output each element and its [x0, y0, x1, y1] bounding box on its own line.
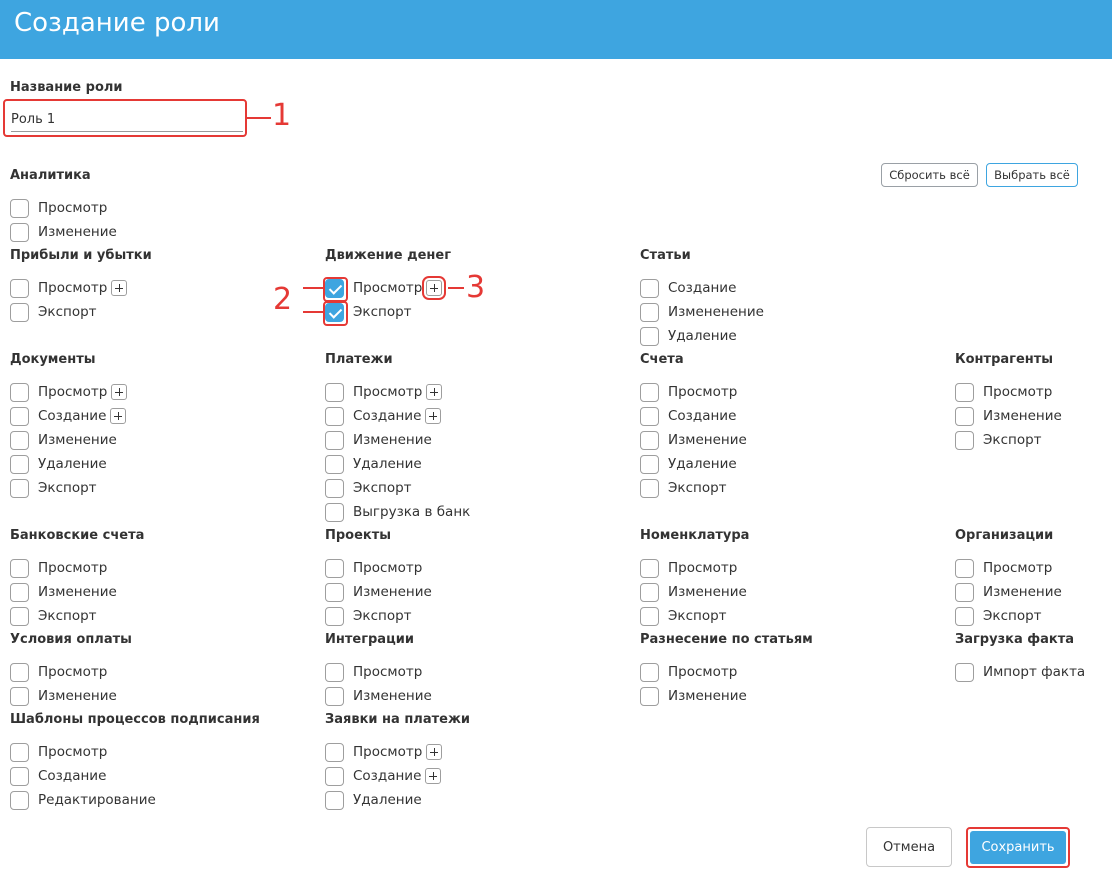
permission-label: Просмотр [668, 384, 738, 400]
annotation-line-3 [448, 287, 464, 289]
permission-label: Изменение [668, 584, 747, 600]
permission-row[interactable] [955, 406, 1062, 426]
permission-label: Экспорт [353, 304, 412, 320]
permission-checkbox[interactable] [325, 431, 344, 450]
permission-checkbox[interactable] [10, 687, 29, 706]
permission-label: Просмотр [983, 560, 1053, 576]
section-title: Шаблоны процессов подписания [10, 712, 260, 727]
section-articles [640, 248, 764, 344]
permission-label: Создание [353, 768, 422, 784]
permission-checkbox[interactable] [325, 383, 344, 402]
permission-label: Экспорт [38, 304, 97, 320]
section-projects [325, 528, 432, 624]
permission-label: Экспорт [983, 432, 1042, 448]
section-title: Аналитика [10, 168, 91, 183]
permission-row[interactable] [640, 430, 747, 450]
permission-label: Изменение [353, 432, 432, 448]
permission-label: Изменение [983, 408, 1062, 424]
permission-label: Изменение [668, 432, 747, 448]
permission-checkbox[interactable] [325, 687, 344, 706]
section-documents [10, 352, 117, 496]
section-payment-terms [10, 632, 132, 704]
permission-checkbox[interactable] [325, 279, 344, 298]
permission-checkbox[interactable] [955, 607, 974, 626]
permission-checkbox[interactable] [955, 663, 974, 682]
permission-label: Удаление [353, 456, 422, 472]
permission-checkbox[interactable] [325, 503, 344, 522]
permission-checkbox[interactable] [10, 455, 29, 474]
permission-row[interactable] [10, 582, 117, 602]
permission-row[interactable] [325, 382, 442, 402]
section-title: Статьи [640, 248, 691, 263]
section-sign-templates [10, 712, 260, 808]
expand-plus-icon[interactable] [110, 408, 126, 424]
permission-checkbox[interactable] [10, 407, 29, 426]
permission-label: Изменение [983, 584, 1062, 600]
permission-label: Просмотр [353, 744, 423, 760]
permission-checkbox[interactable] [955, 431, 974, 450]
section-title: Проекты [325, 528, 392, 543]
permission-label: Просмотр [668, 664, 738, 680]
permission-row[interactable] [10, 406, 126, 426]
permission-checkbox[interactable] [325, 407, 344, 426]
reset-all-button[interactable]: Сбросить всё [881, 163, 978, 187]
permission-label: Создание [38, 768, 107, 784]
permission-checkbox[interactable] [10, 791, 29, 810]
section-bank-accounts [10, 528, 145, 624]
permission-checkbox[interactable] [640, 303, 659, 322]
expand-plus-icon[interactable] [426, 280, 442, 296]
permission-row[interactable] [325, 742, 442, 762]
permission-row[interactable] [325, 582, 432, 602]
section-title: Прибыли и убытки [10, 248, 152, 263]
permission-checkbox[interactable] [10, 607, 29, 626]
permission-label: Просмотр [353, 664, 423, 680]
permission-checkbox[interactable] [325, 559, 344, 578]
expand-plus-icon[interactable] [111, 280, 127, 296]
permission-row[interactable] [640, 406, 736, 426]
permission-checkbox[interactable] [10, 383, 29, 402]
permission-label: Изменение [353, 688, 432, 704]
permission-checkbox[interactable] [640, 431, 659, 450]
permission-checkbox[interactable] [325, 583, 344, 602]
permission-row[interactable] [325, 766, 441, 786]
expand-plus-icon[interactable] [111, 384, 127, 400]
permission-label: Изменение [38, 224, 117, 240]
permission-label: Изменение [38, 688, 117, 704]
permission-label: Экспорт [353, 480, 412, 496]
permission-label: Просмотр [668, 560, 738, 576]
permission-label: Удаление [38, 456, 107, 472]
permission-label: Удаление [353, 792, 422, 808]
permission-row[interactable] [10, 382, 127, 402]
permission-row[interactable] [640, 302, 764, 322]
permission-row[interactable] [640, 662, 737, 682]
permission-row[interactable] [10, 278, 127, 298]
permission-label: Удаление [668, 456, 737, 472]
permission-row[interactable] [640, 454, 737, 474]
permission-checkbox[interactable] [325, 607, 344, 626]
annotation-line-2a [303, 287, 323, 289]
permission-row[interactable] [10, 686, 117, 706]
expand-plus-icon[interactable] [425, 768, 441, 784]
permission-row[interactable] [325, 606, 412, 626]
section-title: Заявки на платежи [325, 712, 470, 727]
permission-row[interactable] [10, 302, 97, 322]
save-button[interactable]: Сохранить [970, 831, 1066, 864]
expand-plus-icon[interactable] [425, 408, 441, 424]
permission-row[interactable] [325, 686, 432, 706]
permission-checkbox[interactable] [10, 583, 29, 602]
permission-row[interactable] [640, 686, 747, 706]
permission-checkbox[interactable] [325, 791, 344, 810]
permission-checkbox[interactable] [10, 559, 29, 578]
permission-checkbox[interactable] [10, 743, 29, 762]
section-title: Счета [640, 352, 684, 367]
permission-checkbox[interactable] [10, 223, 29, 242]
permission-checkbox[interactable] [325, 303, 344, 322]
dialog-header [0, 0, 1112, 59]
permission-checkbox[interactable] [10, 767, 29, 786]
select-all-button[interactable]: Выбрать всё [986, 163, 1078, 187]
permission-label: Экспорт [353, 608, 412, 624]
permission-row[interactable] [10, 742, 107, 762]
permission-label: Просмотр [38, 560, 108, 576]
permission-row[interactable] [325, 478, 412, 498]
role-name-input[interactable] [11, 108, 243, 132]
permission-label: Просмотр [983, 384, 1053, 400]
permission-checkbox[interactable] [325, 743, 344, 762]
permission-checkbox[interactable] [10, 279, 29, 298]
permission-row[interactable] [325, 454, 422, 474]
permission-checkbox[interactable] [640, 687, 659, 706]
permission-row[interactable] [10, 454, 107, 474]
permission-row[interactable] [325, 662, 422, 682]
annotation-number-2: 2 [273, 282, 293, 317]
annotation-number-1: 1 [272, 98, 292, 133]
expand-plus-icon[interactable] [426, 384, 442, 400]
permission-row[interactable] [325, 558, 422, 578]
permission-label: Просмотр [38, 200, 108, 216]
permission-row[interactable] [955, 430, 1042, 450]
permission-label: Экспорт [668, 608, 727, 624]
section-analytics [10, 168, 117, 240]
permission-checkbox[interactable] [640, 559, 659, 578]
permission-checkbox[interactable] [10, 303, 29, 322]
permission-label: Просмотр [353, 384, 423, 400]
permission-label: Измененение [668, 304, 764, 320]
permission-row[interactable] [10, 558, 107, 578]
permission-row[interactable] [10, 766, 106, 786]
section-title: Номенклатура [640, 528, 750, 543]
permission-label: Выгрузка в банк [353, 504, 471, 520]
permission-checkbox[interactable] [955, 559, 974, 578]
permission-checkbox[interactable] [955, 407, 974, 426]
permission-row[interactable] [325, 502, 470, 522]
permission-checkbox[interactable] [325, 479, 344, 498]
permission-row[interactable] [325, 278, 442, 298]
permission-checkbox[interactable] [640, 479, 659, 498]
permission-row[interactable] [640, 278, 736, 298]
section-allocation [640, 632, 813, 704]
permission-checkbox[interactable] [640, 327, 659, 346]
section-organizations [955, 528, 1062, 624]
permission-label: Экспорт [38, 608, 97, 624]
section-nomenclature [640, 528, 750, 624]
permission-row[interactable] [10, 790, 156, 810]
permission-row[interactable] [325, 790, 422, 810]
permission-label: Просмотр [353, 560, 423, 576]
permission-checkbox[interactable] [325, 767, 344, 786]
permission-checkbox[interactable] [955, 383, 974, 402]
permission-checkbox[interactable] [640, 455, 659, 474]
permission-row[interactable] [10, 662, 107, 682]
section-title: Условия оплаты [10, 632, 132, 647]
section-accounts [640, 352, 747, 496]
permission-label: Просмотр [38, 384, 108, 400]
permission-row[interactable] [10, 478, 97, 498]
permission-checkbox[interactable] [10, 663, 29, 682]
section-cashflow [325, 248, 452, 320]
permission-checkbox[interactable] [640, 279, 659, 298]
permission-row[interactable] [955, 382, 1052, 402]
permission-checkbox[interactable] [640, 583, 659, 602]
permission-label: Экспорт [668, 480, 727, 496]
section-pnl [10, 248, 152, 320]
permission-row[interactable] [640, 326, 737, 346]
permission-row[interactable] [10, 222, 117, 242]
section-title: Разнесение по статьям [640, 632, 813, 647]
permission-row[interactable] [955, 662, 1085, 682]
permission-row[interactable] [955, 582, 1062, 602]
permission-label: Изменение [38, 584, 117, 600]
section-integrations [325, 632, 432, 704]
permission-checkbox[interactable] [10, 431, 29, 450]
section-title: Документы [10, 352, 96, 367]
permission-label: Просмотр [38, 664, 108, 680]
page-title: Создание роли [14, 8, 220, 38]
permission-label: Редактирование [38, 792, 156, 808]
section-title: Организации [955, 528, 1054, 543]
permission-label: Изменение [668, 688, 747, 704]
role-name-label: Название роли [10, 80, 123, 95]
permission-row[interactable] [325, 302, 412, 322]
permission-label: Импорт факта [983, 664, 1086, 680]
section-payment-requests [325, 712, 470, 808]
role-name-highlight [3, 99, 247, 137]
permission-label: Просмотр [38, 744, 108, 760]
permission-row[interactable] [640, 606, 727, 626]
permission-label: Экспорт [38, 480, 97, 496]
permission-checkbox[interactable] [640, 407, 659, 426]
section-title: Платежи [325, 352, 393, 367]
permission-checkbox[interactable] [640, 663, 659, 682]
permission-label: Просмотр [38, 280, 108, 296]
permission-row[interactable] [640, 582, 747, 602]
permission-label: Изменение [353, 584, 432, 600]
annotation-line-2b [303, 311, 323, 313]
permission-checkbox[interactable] [325, 663, 344, 682]
permission-row[interactable] [10, 430, 117, 450]
expand-plus-icon[interactable] [426, 744, 442, 760]
permission-row[interactable] [325, 430, 432, 450]
section-payments [325, 352, 471, 520]
section-title: Интеграции [325, 632, 414, 647]
permission-row[interactable] [640, 558, 737, 578]
permission-row[interactable] [955, 606, 1042, 626]
permission-row[interactable] [10, 606, 97, 626]
permission-row[interactable] [640, 478, 727, 498]
permission-row[interactable] [955, 558, 1052, 578]
permission-checkbox[interactable] [10, 479, 29, 498]
annotation-number-3: 3 [466, 270, 486, 305]
permission-row[interactable] [325, 406, 441, 426]
permission-label: Изменение [38, 432, 117, 448]
permission-checkbox[interactable] [640, 607, 659, 626]
permission-checkbox[interactable] [640, 383, 659, 402]
cancel-button[interactable]: Отмена [866, 827, 952, 867]
section-title: Загрузка факта [955, 632, 1075, 647]
permission-label: Создание [668, 280, 737, 296]
permission-row[interactable] [640, 382, 737, 402]
permission-checkbox[interactable] [955, 583, 974, 602]
checkbox-highlight [323, 277, 348, 302]
permission-label: Создание [668, 408, 737, 424]
annotation-line-1 [247, 117, 271, 119]
section-title: Контрагенты [955, 352, 1054, 367]
checkbox-highlight [323, 301, 348, 326]
section-fact-upload [955, 632, 1086, 680]
section-title: Движение денег [325, 248, 452, 263]
permission-row[interactable] [10, 198, 107, 218]
permission-label: Просмотр [353, 280, 423, 296]
permission-label: Создание [38, 408, 107, 424]
permission-checkbox[interactable] [325, 455, 344, 474]
permission-label: Удаление [668, 328, 737, 344]
permission-label: Экспорт [983, 608, 1042, 624]
permission-checkbox[interactable] [10, 199, 29, 218]
section-counterparties [955, 352, 1062, 448]
section-title: Банковские счета [10, 528, 145, 543]
permission-label: Создание [353, 408, 422, 424]
save-button-highlight [966, 827, 1070, 868]
